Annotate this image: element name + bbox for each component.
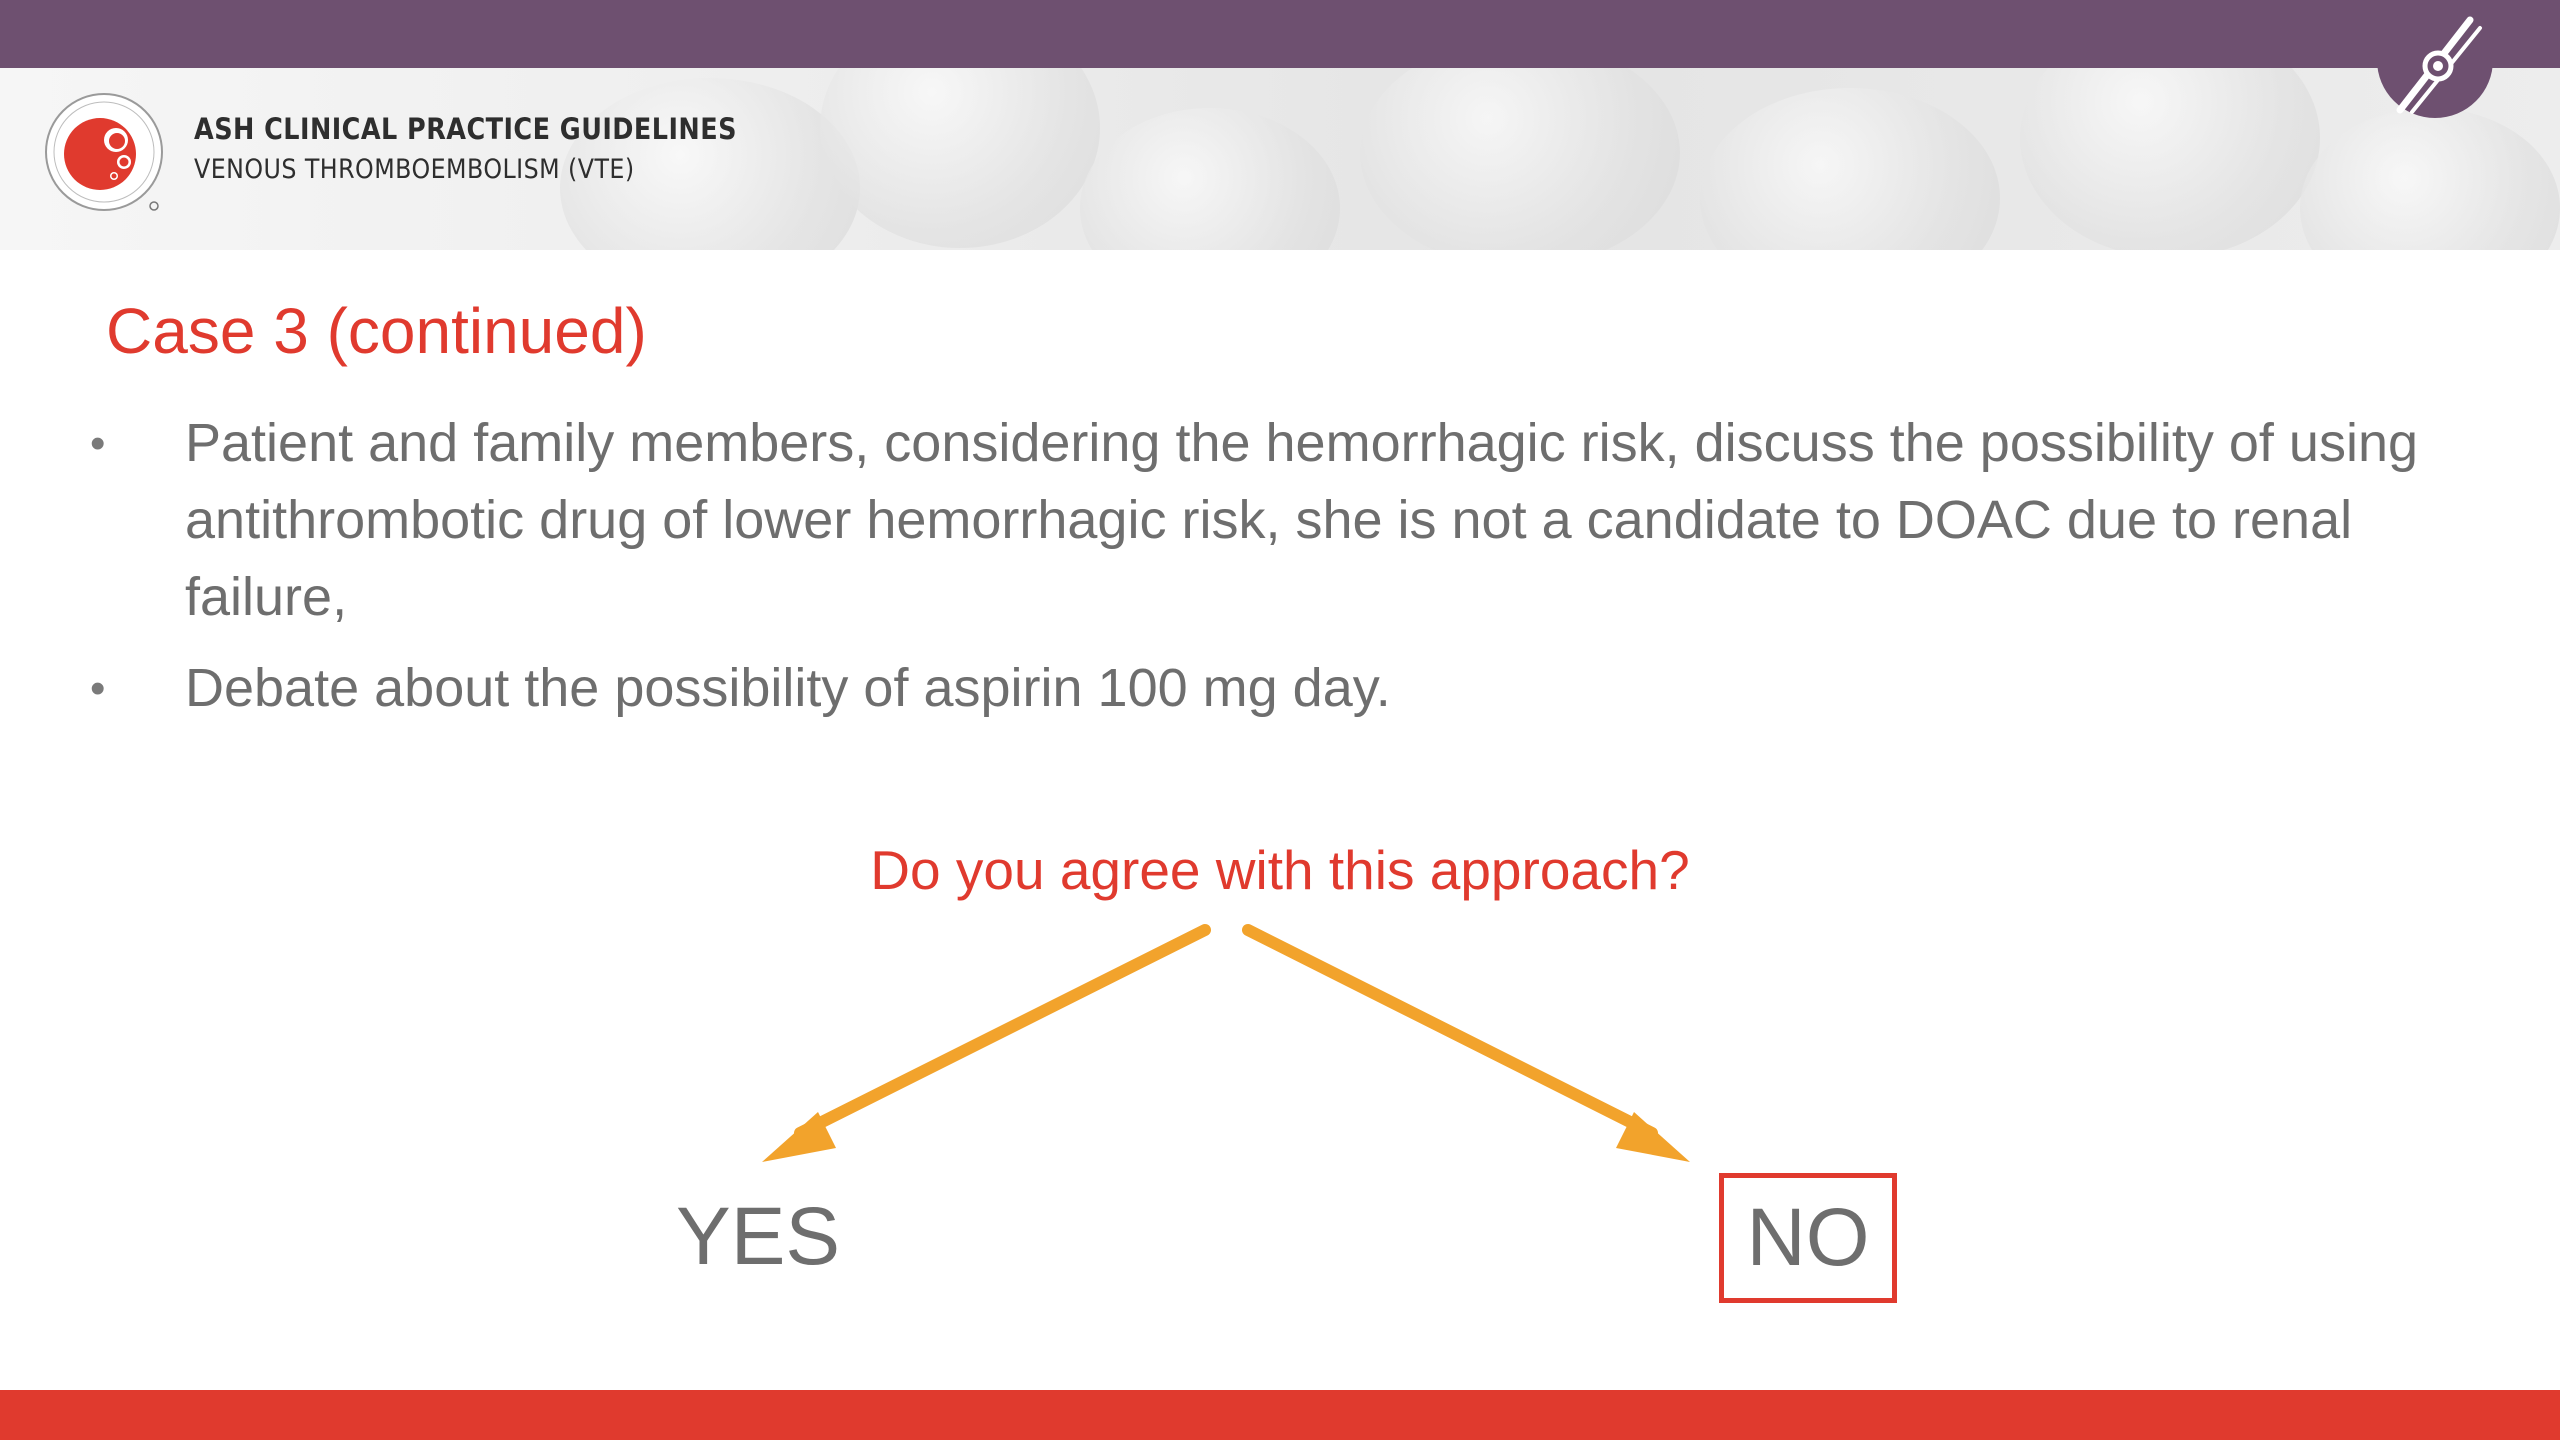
yes-option[interactable]: YES [676,1191,841,1282]
header-title: ASH CLINICAL PRACTICE GUIDELINES [194,112,737,146]
top-bar [0,0,2560,68]
header-subtitle: VENOUS THROMBOEMBOLISM (VTE) [194,154,635,185]
question-text: Do you agree with this approach? [870,839,1690,901]
bullet-list [80,405,2420,741]
bullet-text: Patient and family members, considering the hemorrhagic risk, discuss the possibility of using antithrombotic drug of lower hemorrhagic risk, she is not a candidate to DOAC due to renal failure, [185,413,2419,627]
arrow-to-yes [762,930,1205,1162]
bullet-dot: • [90,664,106,713]
vte-badge-icon [2370,0,2500,130]
arrow-to-no [1248,930,1690,1162]
bullet-item [80,650,2420,727]
bullet-item [80,405,2420,636]
header-text [194,112,811,185]
no-option-label: NO [1746,1192,1870,1283]
bottom-bar [0,1390,2560,1440]
question-prompt [0,838,2560,902]
slide-title: Case 3 (continued) [106,295,647,367]
bullet-dot: • [90,419,106,468]
no-option[interactable] [1719,1173,1897,1303]
bullet-text: Debate about the possibility of aspirin 100 mg day. [185,658,1391,718]
ash-logo-icon [42,90,172,220]
